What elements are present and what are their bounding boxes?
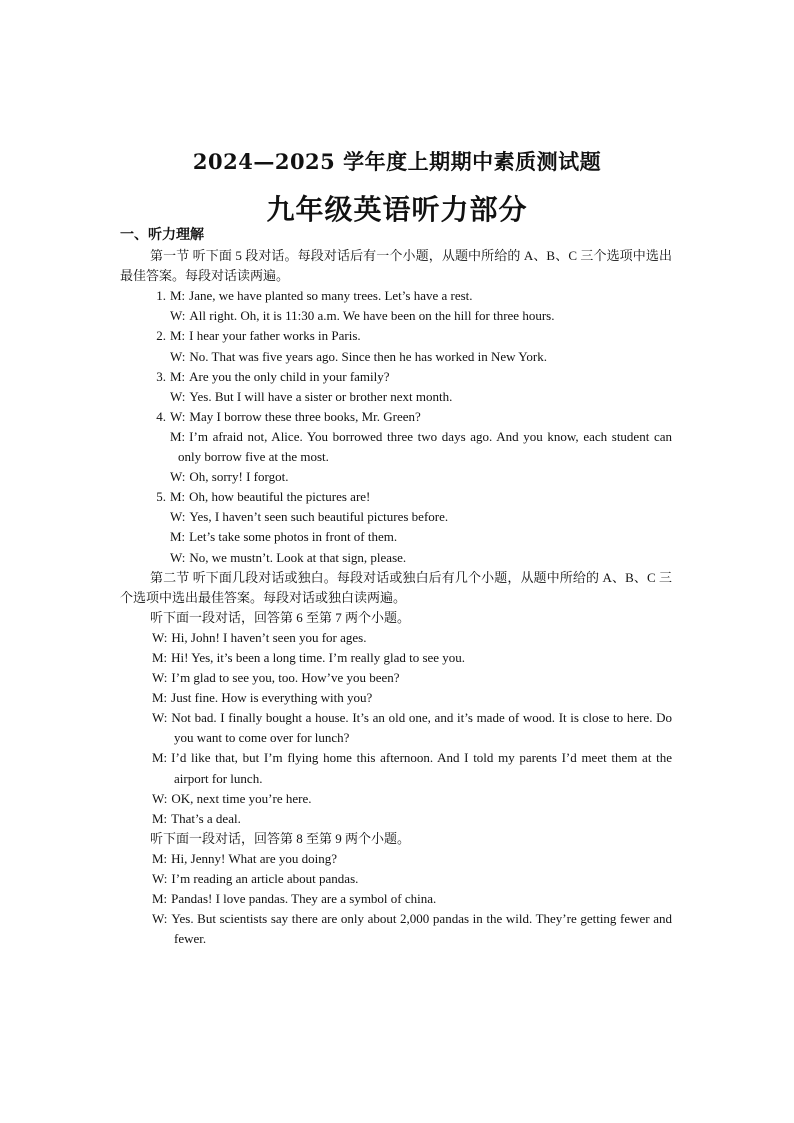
question-number: 3. [156,368,166,384]
dialogue-line [120,909,672,949]
line-text: Not bad. I finally bought a house. It’s an old one, and it’s made of wood. It is close to here. Do you want to come over for lunch? [171,710,672,746]
speaker-label: M: [170,529,186,545]
speaker-label: W: [170,408,186,424]
question-number: 2. [156,328,166,344]
line-text: I hear your father works in Paris. [189,328,361,344]
dialogue-line [120,869,672,889]
dialogue-line [120,748,672,788]
question-number: 1. [156,288,166,304]
dialogue-line [120,889,672,909]
dialogue-line [120,628,672,648]
line-text: Hi! Yes, it’s been a long time. I’m really glad to see you. [171,649,466,665]
speaker-label: W: [170,509,186,525]
speaker-label: M: [170,428,186,444]
dialogue-line [120,427,672,467]
dialogue-line [120,648,672,668]
dialogue-line [120,809,672,829]
line-text: Hi, John! I haven’t seen you for ages. [171,629,367,645]
speaker-label: W: [170,549,186,565]
speaker-label: W: [152,911,168,927]
speaker-label: M: [152,649,168,665]
line-text: May I borrow these three books, Mr. Green? [189,408,421,424]
line-text: Jane, we have planted so many trees. Let’s have a rest. [189,288,473,304]
speaker-label: W: [152,710,168,726]
line-text: Just fine. How is everything with you? [171,690,373,706]
line-text: Oh, sorry! I forgot. [189,469,289,485]
section-heading: 一、听力理解 [120,228,204,243]
line-text: I’m glad to see you, too. How’ve you been? [171,670,400,686]
speaker-label: M: [152,891,168,907]
exam-title: 2024—2025 学年度上期期中素质测试题 [192,149,602,174]
speaker-label: M: [152,690,168,706]
line-text: Let’s take some photos in front of them. [189,529,398,545]
question-number: 5. [156,489,166,505]
dialogue-line [120,326,672,346]
speaker-label: M: [170,288,186,304]
speaker-label: W: [170,348,186,364]
dialogue-line [120,507,672,527]
dialogue-line [120,789,672,809]
line-text: I’d like that, but I’m flying home this afternoon. And I told my parents I’d meet them at the airport for lunch. [171,750,672,786]
subject-title: 九年级英语听力部分 [266,193,528,226]
dialogue-line [120,286,672,306]
dialogue-line [120,688,672,708]
speaker-label: W: [152,629,168,645]
speaker-label: W: [152,871,168,886]
speaker-label: W: [152,790,168,806]
speaker-label: M: [152,810,168,826]
line-text: No, we mustn’t. Look at that sign, please. [189,549,407,565]
line-text: I’m afraid not, Alice. You borrowed three two days ago. And you know, each student can only borrow five at the most. [178,428,672,465]
dialog-intro-6-7: 听下面一段对话，回答第 6 至第 7 两个小题。 [150,609,411,625]
section2-instructions: 第二节 听下面几段对话或独白。每段对话或独白后有几个小题，从题中所给的 A、B、C 三个选项中选出最佳答案。每段对话或独白读两遍。 [120,569,672,605]
speaker-label: M: [152,750,168,766]
line-text: Pandas! I love pandas. They are a symbol of china. [171,891,437,907]
listening-content [120,226,672,949]
speaker-label: M: [170,489,186,505]
dialogue-line [120,387,672,407]
speaker-label: W: [152,670,168,686]
line-text: No. That was five years ago. Since then he has worked in New York. [189,348,547,364]
dialogue-line [120,347,672,367]
dialogue-line [120,306,672,326]
dialogue-line [120,849,672,869]
dialogue-line [120,668,672,688]
line-text: All right. Oh, it is 11:30 a.m. We have been on the hill for three hours. [189,308,555,324]
speaker-label: M: [170,368,186,384]
dialog-8-9 [120,849,672,949]
speaker-label: W: [170,388,186,404]
dialog-6-7 [120,628,672,829]
line-text: Yes, I haven’t seen such beautiful pictures before. [189,509,449,525]
line-text: Yes. But I will have a sister or brother next month. [189,388,453,404]
speaker-label: W: [170,308,186,324]
dialogue-line [120,367,672,387]
section1-instructions: 第一节 听下面 5 段对话。每段对话后有一个小题，从题中所给的 A、B、C 三个选项中选出最佳答案。每段对话读两遍。 [120,248,672,284]
dialog-intro-8-9: 听下面一段对话，回答第 8 至第 9 两个小题。 [150,830,411,846]
dialogue-line [120,708,672,748]
speaker-label: W: [170,469,186,485]
line-text: OK, next time you’re here. [171,790,312,806]
dialogue-line [120,487,672,507]
line-text: I’m reading an article about pandas. [171,871,359,886]
speaker-label: M: [170,328,186,344]
section1-dialogues [120,286,672,567]
dialogue-line [120,467,672,487]
dialogue-line [120,407,672,427]
dialogue-line [120,548,672,568]
line-text: Are you the only child in your family? [189,368,390,384]
dialogue-line [120,527,672,547]
line-text: Hi, Jenny! What are you doing? [171,850,337,866]
line-text: Yes. But scientists say there are only about 2,000 pandas in the wild. They’re getting fewer and fewer. [171,911,672,947]
line-text: That’s a deal. [171,810,241,826]
speaker-label: M: [152,850,168,866]
question-number: 4. [156,408,166,424]
line-text: Oh, how beautiful the pictures are! [189,489,371,505]
